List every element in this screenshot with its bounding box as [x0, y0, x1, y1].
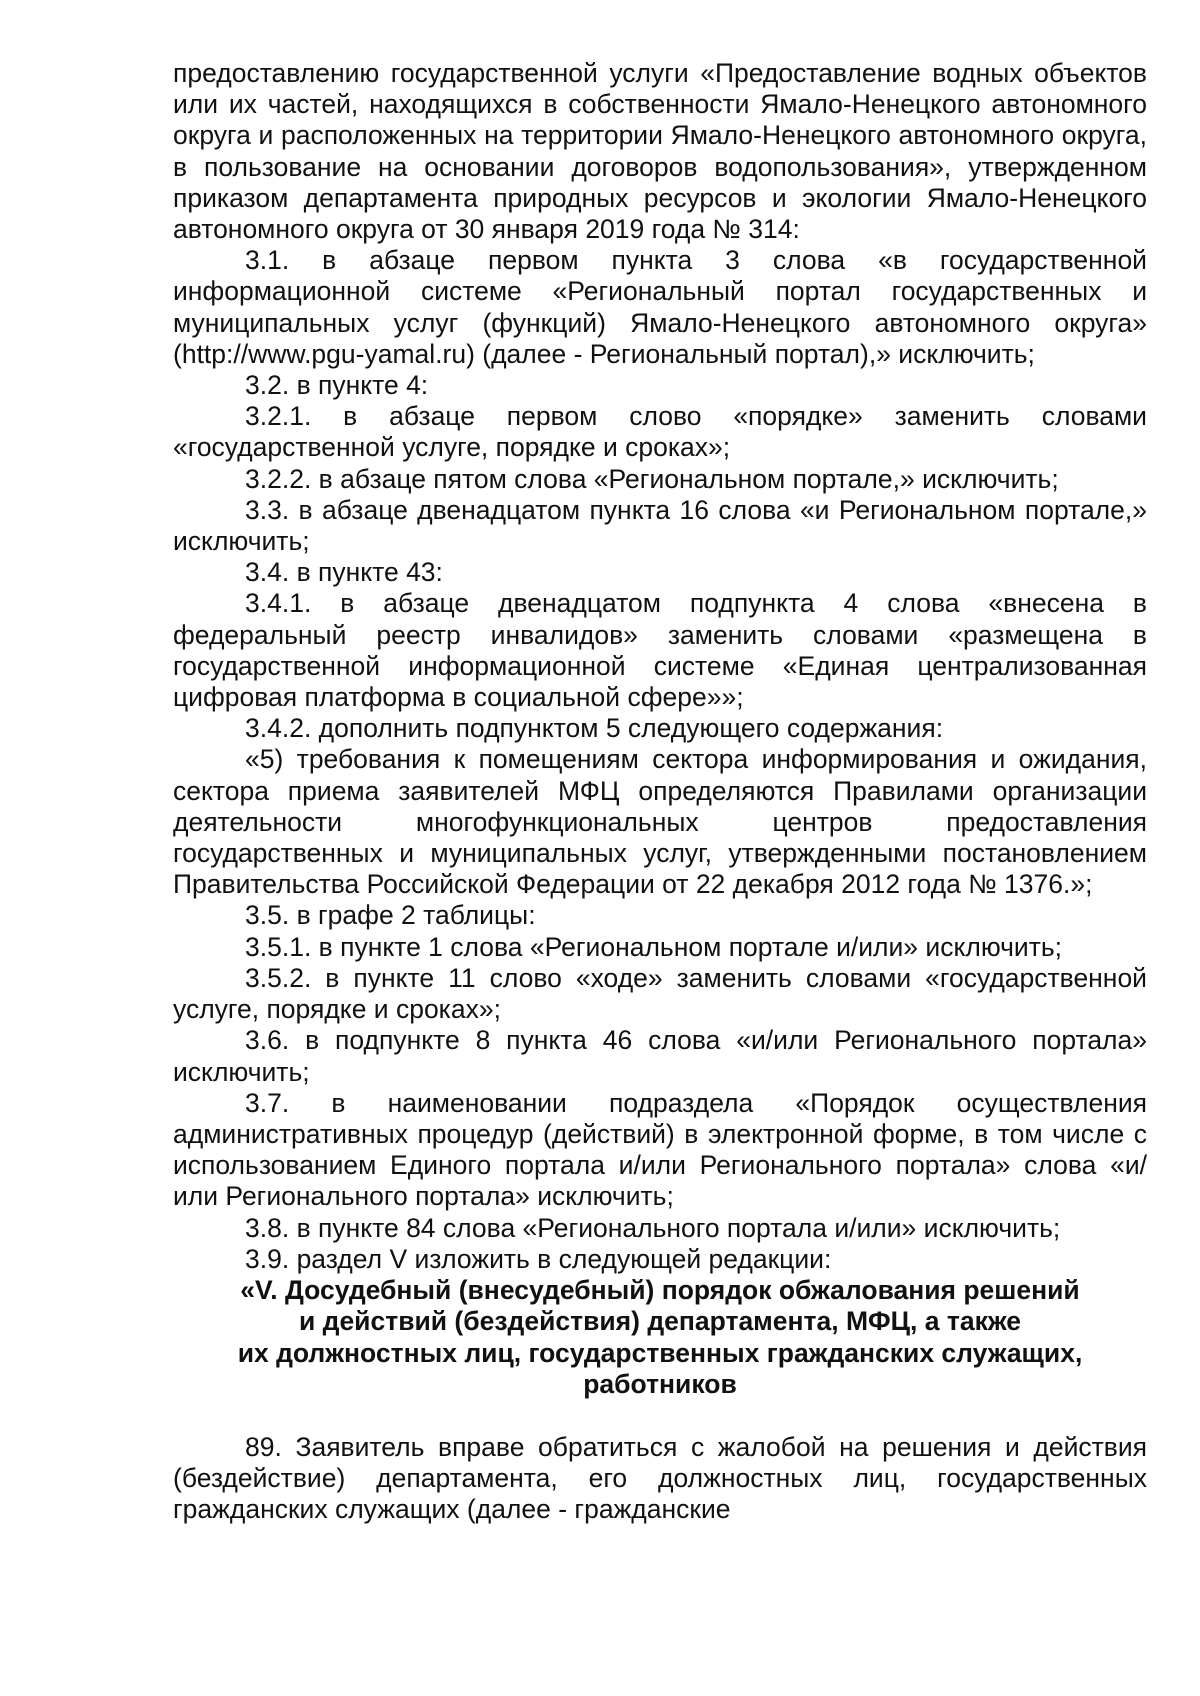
paragraph-3-8: 3.8. в пункте 84 слова «Регионального портала и/или» исключить;	[245, 1212, 1061, 1243]
paragraph-3-4-2: 3.4.2. дополнить подпунктом 5 следующего содержания:	[245, 713, 944, 744]
paragraph-3-7: 3.7. в наименовании подраздела «Порядок осуществления административных процедур (действий) в электронной форме, в том числе с использованием Единого портала и/или Регионального портала» слова «и/или Регионального портала» исключить;	[173, 1087, 1147, 1212]
paragraph-3-3: 3.3. в абзаце двенадцатом пункта 16 слова «и Региональном портале,» исключить;	[173, 494, 1147, 557]
paragraph-3-5: 3.5. в графе 2 таблицы:	[245, 900, 536, 931]
paragraph-3-9: 3.9. раздел V изложить в следующей редакции:	[245, 1243, 832, 1274]
paragraph-3-4-1: 3.4.1. в абзаце двенадцатом подпункта 4 слова «внесена в федеральный реестр инвалидов» заменить словами «размещена в государственной информационной системе «Единая централизованная цифровая платформа в социальной сфере»»;	[173, 588, 1147, 713]
paragraph-3-5-2: 3.5.2. в пункте 11 слово «ходе» заменить словами «государственной услуге, порядке и сроках»;	[173, 962, 1147, 1025]
document-body	[173, 58, 1147, 1526]
paragraph-3-2: 3.2. в пункте 4:	[245, 370, 429, 401]
section-heading	[173, 1275, 1147, 1401]
paragraph-3-1: 3.1. в абзаце первом пункта 3 слова «в государственной информационной системе «Региональный портал государственных и муниципальных услуг (функций) Ямало-Ненецкого автономного округа» (http://www.pgu-yamal.ru) (далее - Региональный портал),» исключить;	[173, 245, 1147, 369]
paragraph-3-2-2: 3.2.2. в абзаце пятом слова «Региональном портале,» исключить;	[245, 463, 1059, 494]
blank-line	[173, 1401, 1147, 1432]
paragraph-subpoint-5: «5) требования к помещениям сектора информирования и ожидания, сектора приема заявителей МФЦ определяются Правилами организации деятельности многофункциональных центров предоставления государственных и муниципальных услуг, утвержденными постановлением Правительства Российской Федерации от 22 декабря 2012 года № 1376.»;	[173, 744, 1147, 900]
section-heading-line: и действий (бездействия) департамента, МФЦ, а также	[298, 1306, 1022, 1337]
paragraph-89: 89. Заявитель вправе обратиться с жалобой на решения и действия (бездействие) департамента, его должностных лиц, государственных гражданских служащих (далее - гражданские	[173, 1431, 1147, 1525]
paragraph-3-5-1: 3.5.1. в пункте 1 слова «Региональном портале и/или» исключить;	[245, 931, 1063, 962]
section-heading-line: «V. Досудебный (внесудебный) порядок обжалования решений	[240, 1274, 1080, 1305]
section-heading-line: их должностных лиц, государственных гражданских служащих,	[237, 1337, 1083, 1368]
paragraph-3-6: 3.6. в подпункте 8 пункта 46 слова «и/или Регионального портала» исключить;	[173, 1025, 1147, 1087]
section-heading-line: работников	[583, 1369, 737, 1400]
paragraph-intro: предоставлению государственной услуги «Предоставление водных объектов или их частей, находящихся в собственности Ямало-Ненецкого автономного округа и расположенных на территории Ямало-Ненецкого автономного округа, в пользование на основании договоров водопользования», утвержденном приказом департамента природных ресурсов и экологии Ямало-Ненецкого автономного округа от 30 января 2019 года № 314:	[173, 58, 1147, 245]
paragraph-3-2-1: 3.2.1. в абзаце первом слово «порядке» заменить словами «государственной услуге, порядке и сроках»;	[173, 401, 1147, 463]
paragraph-3-4: 3.4. в пункте 43:	[245, 557, 443, 588]
